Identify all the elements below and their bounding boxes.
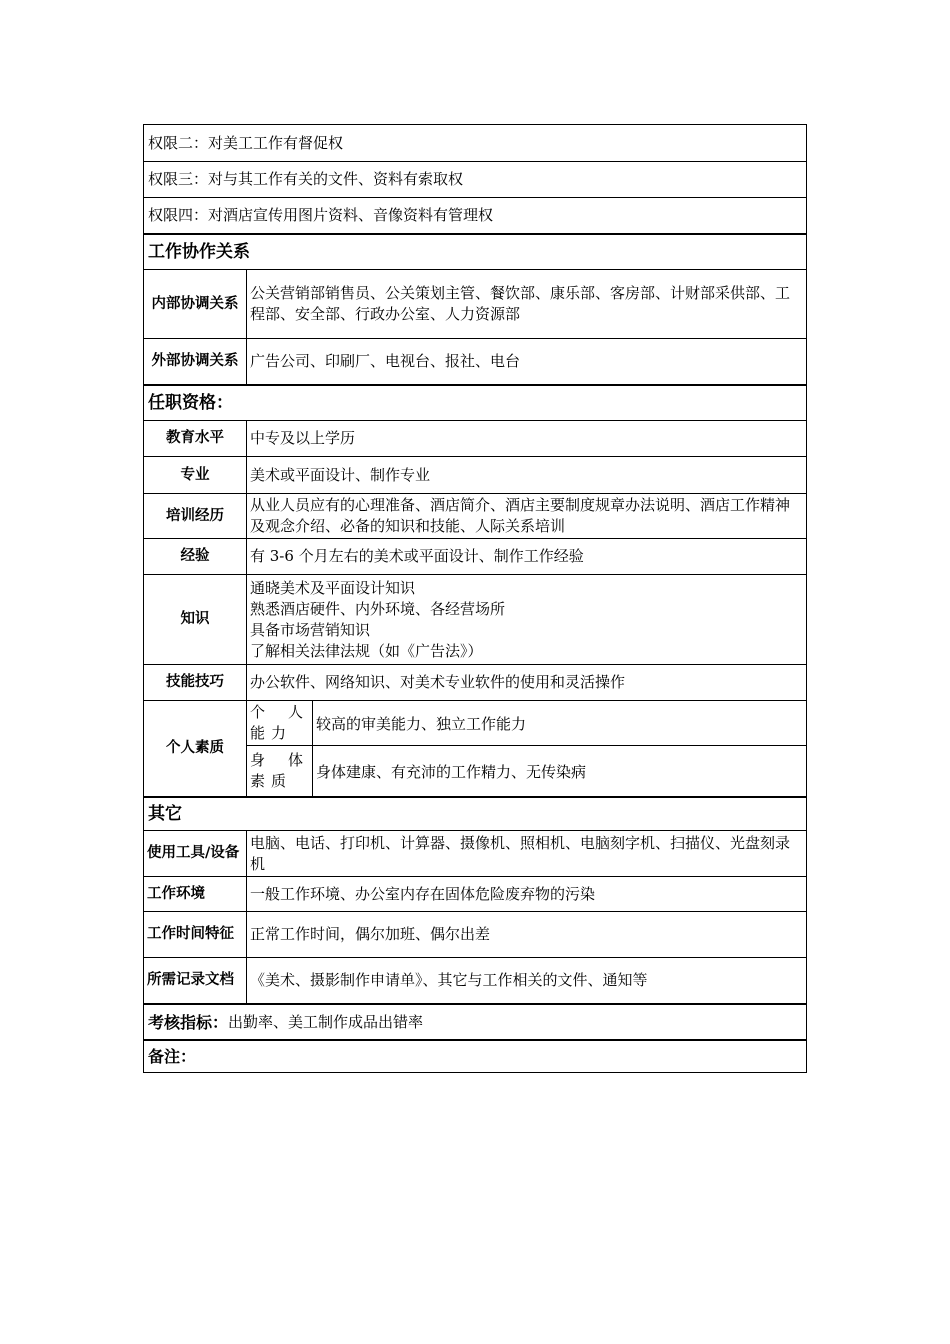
- sub-value: 身体建康、有充沛的工作精力、无传染病: [316, 762, 587, 781]
- knowledge-item: 通晓美术及平面设计知识: [250, 578, 416, 597]
- authority-row-2: [144, 125, 806, 161]
- row-label: 工作时间特征: [144, 912, 247, 957]
- sub-label: 身体素质: [247, 746, 313, 796]
- row-label: 培训经历: [144, 494, 247, 538]
- assessment-label: 考核指标：: [148, 1012, 229, 1032]
- row-label: 内部协调关系: [144, 270, 247, 338]
- row-label: 知识: [144, 575, 247, 664]
- authority-row-4: [144, 197, 806, 233]
- education-row: [144, 420, 806, 456]
- authority-text: 权限三：对与其工作有关的文件、资料有索取权: [148, 170, 464, 188]
- sub-value: 较高的审美能力、独立工作能力: [316, 714, 527, 733]
- row-value: 广告公司、印刷厂、电视台、报社、电台: [250, 352, 521, 370]
- row-label: 工作环境: [144, 877, 247, 911]
- row-value: 电脑、电话、打印机、计算器、摄像机、照相机、电脑刻字机、扫描仪、光盘刻录机: [250, 833, 791, 873]
- external-coordination-row: [144, 338, 806, 384]
- row-label: 教育水平: [144, 421, 247, 456]
- knowledge-list: [247, 575, 806, 664]
- section-title: 任职资格：: [148, 392, 233, 413]
- row-value: 美术或平面设计、制作专业: [250, 465, 431, 484]
- knowledge-item: 了解相关法律法规（如《广告法》）: [250, 641, 483, 660]
- sub-label: 个人能力: [247, 701, 313, 745]
- internal-coordination-row: [144, 269, 806, 338]
- row-value: 公关营销部销售员、公关策划主管、餐饮部、康乐部、客房部、计财部采供部、工程部、安全部、行政办公室、人力资源部: [250, 284, 791, 323]
- skills-row: [144, 664, 806, 700]
- notes-cell: [144, 1041, 806, 1072]
- row-value: 中专及以上学历: [250, 429, 356, 447]
- row-value: 《美术、摄影制作申请单》、其它与工作相关的文件、通知等: [250, 971, 648, 989]
- authority-text: 权限二：对美工工作有督促权: [148, 133, 344, 152]
- major-row: [144, 456, 806, 493]
- row-label: 使用工具/设备: [144, 831, 247, 876]
- work-time-row: [144, 911, 806, 957]
- knowledge-row: [144, 574, 806, 664]
- row-label: 专业: [144, 457, 247, 493]
- records-row: [144, 957, 806, 1003]
- personal-quality-row: [144, 700, 806, 796]
- assessment-cell: [144, 1005, 806, 1039]
- section-collaboration: [144, 233, 806, 269]
- row-label: 经验: [144, 539, 247, 574]
- row-value: 正常工作时间，偶尔加班、偶尔出差: [250, 925, 491, 943]
- row-label: 个人素质: [144, 701, 247, 796]
- job-description-table: [143, 124, 807, 1073]
- physical-quality-row: [247, 745, 806, 796]
- environment-row: [144, 876, 806, 911]
- authority-text: 权限四：对酒店宣传用图片资料、音像资料有管理权: [148, 206, 494, 224]
- knowledge-item: 熟悉酒店硬件、内外环境、各经营场所: [250, 599, 506, 618]
- row-value: 从业人员应有的心理准备、酒店简介、酒店主要制度规章办法说明、酒店工作精神及观念介绍、必备的知识和技能、人际关系培训: [250, 496, 791, 535]
- row-value: 一般工作环境、办公室内存在固体危险废弃物的污染: [250, 884, 596, 903]
- row-label: 所需记录文档: [144, 958, 247, 1003]
- assessment-row: [144, 1003, 806, 1039]
- assessment-value: 出勤率、美工制作成品出错率: [228, 1012, 424, 1031]
- section-title: 其它: [148, 803, 182, 824]
- section-qualifications: [144, 384, 806, 420]
- notes-label: 备注：: [148, 1047, 197, 1066]
- row-label: 技能技巧: [144, 665, 247, 700]
- row-value: 办公软件、网络知识、对美术专业软件的使用和灵活操作: [250, 673, 626, 691]
- tools-row: [144, 830, 806, 876]
- training-row: [144, 493, 806, 538]
- authority-row-3: [144, 161, 806, 197]
- knowledge-item: 具备市场营销知识: [250, 620, 371, 639]
- row-label: 外部协调关系: [144, 339, 247, 384]
- experience-row: [144, 538, 806, 574]
- personal-quality-subtable: [247, 701, 806, 796]
- section-other: [144, 796, 806, 830]
- personal-ability-row: [247, 701, 806, 745]
- section-title: 工作协作关系: [148, 241, 250, 262]
- row-value: 有 3-6 个月左右的美术或平面设计、制作工作经验: [250, 547, 584, 565]
- notes-row: [144, 1039, 806, 1072]
